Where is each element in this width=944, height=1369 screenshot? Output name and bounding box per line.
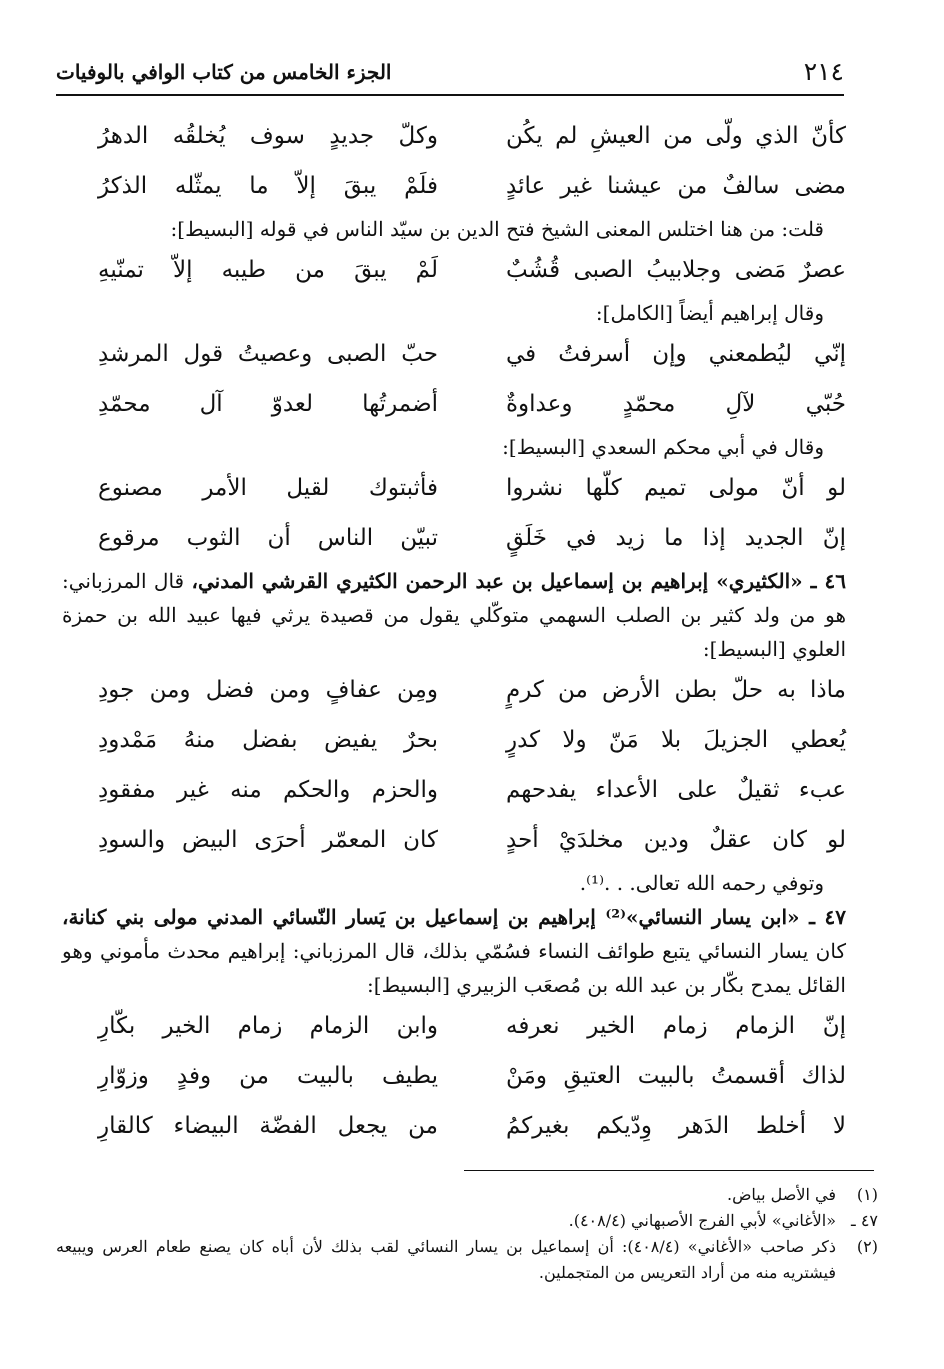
verse-first-hemistich: لا أخلط الدَهر وِدّيكم بغيركمُ bbox=[506, 1113, 846, 1139]
verse-couplet bbox=[62, 380, 846, 430]
verse-first-hemistich: لذاك أقسمتُ بالبيت العتيقِ ومَنْ bbox=[506, 1063, 846, 1089]
verse-couplet bbox=[62, 514, 846, 564]
verse-second-hemistich: لَمْ يبقَ من طيبه إلاّ تمنّيهِ bbox=[98, 257, 438, 283]
biography-entry bbox=[62, 900, 846, 1002]
verse-second-hemistich: أضمرتُها لعدوّ آل محمّدِ bbox=[98, 391, 438, 417]
verse-couplet bbox=[62, 716, 846, 766]
verse-second-hemistich: تبيّن الناس أن الثوب مرقوع bbox=[98, 525, 438, 551]
verse-second-hemistich: حبّ الصبى وعصيتُ قول المرشدِ bbox=[98, 341, 438, 367]
verse-couplet bbox=[62, 330, 846, 380]
biography-entry bbox=[62, 564, 846, 666]
verse-couplet bbox=[62, 112, 846, 162]
verse-second-hemistich: كان المعمّر أحرَى البيض والسودِ bbox=[98, 827, 438, 853]
verse-first-hemistich: إنّ الزمام زمام الخير نعرفه bbox=[506, 1013, 846, 1039]
footnote bbox=[56, 1234, 878, 1286]
verse-couplet bbox=[62, 246, 846, 296]
verse-couplet bbox=[62, 766, 846, 816]
footnote-text: «الأغاني» لأبي الفرج الأصبهاني (٤٠٨/٤). bbox=[568, 1211, 836, 1230]
verse-first-hemistich: لو كان عقلٌ ودين مخلدَيْ أحدٍ bbox=[506, 827, 846, 853]
footnote-mark: (٢) bbox=[856, 1237, 878, 1256]
verse-first-hemistich: مضى سالفٌ من عيشنا غير عائدٍ bbox=[506, 173, 846, 199]
verse-second-hemistich: يطيف بالبيت من وفدٍ وزوّارِ bbox=[98, 1063, 438, 1089]
footnote bbox=[56, 1208, 878, 1234]
entry-heading: ٤٧ ـ «ابن يسار النسائي»⁽²⁾ إبراهيم بن إسماعيل بن يَسار النّسائي المدني مولى بني كنانة، bbox=[62, 905, 846, 929]
verse-first-hemistich: عبء ثقيلٌ على الأعداء يفدحهم bbox=[506, 777, 846, 803]
verse-first-hemistich: كأنّ الذي ولّى من العيشِ لم يكُن bbox=[506, 123, 846, 149]
verse-second-hemistich: والحزم والحكم منه غير مفقودِ bbox=[98, 777, 438, 803]
footnote-mark: (١) bbox=[856, 1185, 878, 1204]
verse-couplet bbox=[62, 464, 846, 514]
footnote-text: في الأصل بياض. bbox=[726, 1185, 836, 1204]
verse-second-hemistich: من يجعل الفضّة البيضاء كالقارِ bbox=[98, 1113, 438, 1139]
entry-heading: ٤٦ ـ «الكثيري» إبراهيم بن إسماعيل بن عبد الرحمن الكثيري القرشي المدني، bbox=[191, 569, 846, 593]
verse-first-hemistich: لو أنّ مولى تميم كلّها نشروا bbox=[506, 475, 846, 501]
verse-first-hemistich: إنّ الجديد إذا ما زيد في خَلَقٍ bbox=[506, 525, 846, 551]
page-number: ٢١٤ bbox=[803, 57, 844, 86]
main-text bbox=[62, 112, 846, 1152]
prose-line: وقال في أبي محكم السعدي [البسيط]: bbox=[502, 435, 824, 459]
verse-second-hemistich: وكلّ جديدٍ سوف يُخلقُه الدهرُ bbox=[98, 123, 438, 149]
prose-line: وتوفي رحمه الله تعالى. . .⁽¹⁾. bbox=[579, 871, 824, 895]
verse-second-hemistich: وابن الزمام زمام الخير بكّارِ bbox=[98, 1013, 438, 1039]
verse-second-hemistich: ومِن عفافٍ ومن فضل ومن جودِ bbox=[98, 677, 438, 703]
verse-first-hemistich: إنّي ليُطمعني وإن أسرفتُ في bbox=[506, 341, 846, 367]
verse-first-hemistich: حُبّي لآلِ محمّدٍ وعداوةٌ bbox=[506, 391, 846, 417]
entry-text: قال المرزباني: هو من ولد كثير بن الصلب السهمي متوكّلي يقول من قصيدة يرثي فيها عبيد الله بن حمزة العلوي [البسيط]: bbox=[62, 569, 846, 661]
verse-second-hemistich: فأثبتوك لقيل الأمر مصنوع bbox=[98, 475, 438, 501]
verse-couplet bbox=[62, 1002, 846, 1052]
verse-couplet bbox=[62, 666, 846, 716]
prose-line: قلت: من هنا اختلس المعنى الشيخ فتح الدين بن سيّد الناس في قوله [البسيط]: bbox=[170, 217, 824, 241]
verse-first-hemistich: يُعطي الجزيلَ بلا مَنّ ولا كدرٍ bbox=[506, 727, 846, 753]
footnote bbox=[56, 1182, 878, 1208]
footnote-text: ذكر صاحب «الأغاني» (٤٠٨/٤): أن إسماعيل بن يسار النسائي لقب بذلك لأن أباه كان يصنع طعام العرس ويبيعه فيشتريه منه من أراد التعريس من المتجملين. bbox=[56, 1237, 836, 1282]
prose-line: وقال إبراهيم أيضاً [الكامل]: bbox=[595, 301, 824, 325]
running-title: الجزء الخامس من كتاب الوافي بالوفيات bbox=[56, 60, 392, 84]
verse-first-hemistich: عصرٌ مَضى وجلابيبُ الصبى قُشُبٌ bbox=[506, 257, 846, 283]
header-rule bbox=[56, 94, 844, 96]
verse-couplet bbox=[62, 816, 846, 866]
verse-couplet bbox=[62, 162, 846, 212]
footnotes bbox=[56, 1182, 878, 1286]
verse-second-hemistich: بحرٌ يفيض بفضل منهُ مَمْدودِ bbox=[98, 727, 438, 753]
verse-second-hemistich: فلَمْ يبقَ إلاّ ما يمثّله الذكرُ bbox=[98, 173, 438, 199]
entry-text: كان يسار النسائي يتبع طوائف النساء فسُمّي بذلك، قال المرزباني: إبراهيم محدث مأموني وهو القائل يمدح بكّار بن عبد الله بن مُصعَب الزبيري [البسيط]: bbox=[62, 939, 846, 997]
footnote-mark: ٤٧ ـ bbox=[851, 1211, 878, 1230]
page-header bbox=[56, 52, 844, 96]
verse-couplet bbox=[62, 1102, 846, 1152]
footnote-rule bbox=[464, 1170, 874, 1171]
verse-first-hemistich: ماذا به حلّ بطن الأرض من كرمٍ bbox=[506, 677, 846, 703]
verse-couplet bbox=[62, 1052, 846, 1102]
